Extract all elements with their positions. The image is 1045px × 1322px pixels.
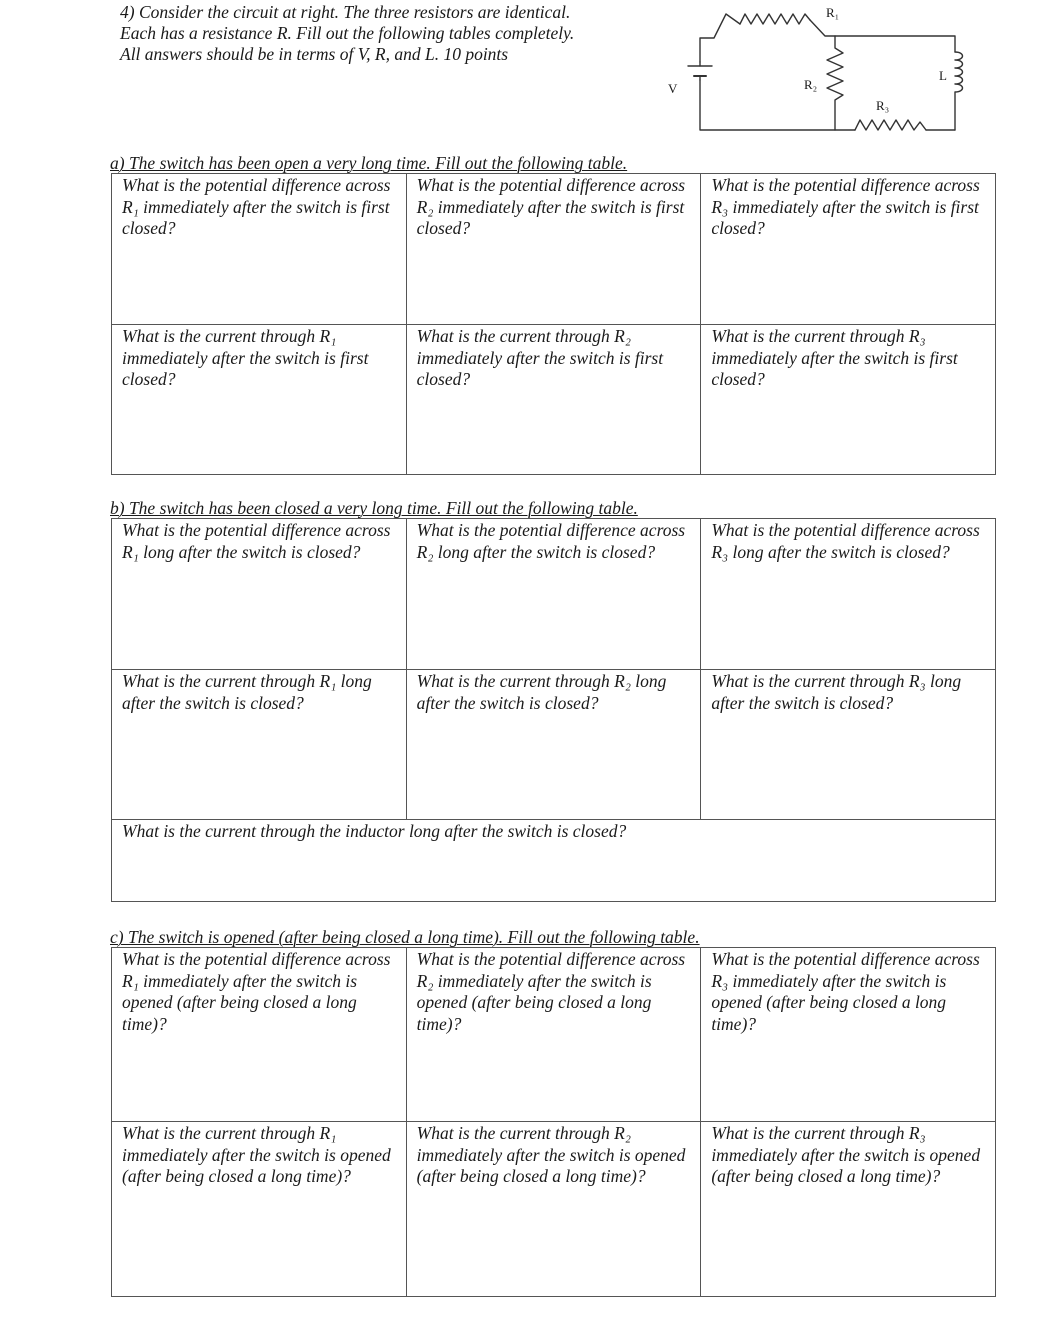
answer-cell[interactable] [701,670,996,820]
question-text: What is the potential difference across R₃ immediately after the switch is opened (after being closed a long time)? [711,949,980,1034]
part-b-title: b) The switch has been closed a very long time. Fill out the following table. [110,498,638,518]
answer-cell[interactable] [406,519,701,670]
label-r3: R₃ [876,98,890,113]
resistor-r2 [827,36,843,130]
problem-intro [120,2,660,65]
question-text: What is the current through R₁ long after the switch is closed? [122,671,372,713]
answer-cell[interactable] [406,1122,701,1297]
answer-cell[interactable] [701,1122,996,1297]
answer-cell[interactable] [701,948,996,1122]
question-text: What is the current through R₂ immediately after the switch is opened (after being closed a long time)? [416,1123,686,1186]
answer-cell[interactable] [701,174,996,325]
answer-cell[interactable] [112,174,407,325]
part-a-table [111,173,996,475]
part-b-table [111,518,996,902]
answer-cell[interactable] [112,325,407,475]
inductor-l [955,52,963,130]
question-text: What is the current through R₃ long after the switch is closed? [711,671,962,713]
question-text: What is the current through R₂ long after the switch is closed? [416,671,667,713]
intro-line-1: 4) Consider the circuit at right. The three resistors are identical. [120,2,571,22]
intro-line-2: Each has a resistance R. Fill out the following tables completely. [120,23,575,43]
wire-top-right [810,20,955,52]
question-text: What is the current through R₁ immediately after the switch is first closed? [122,326,369,389]
circuit-diagram [660,0,980,140]
question-text: What is the current through R₁ immediately after the switch is opened (after being closed a long time)? [122,1123,391,1186]
question-text: What is the potential difference across R₃ long after the switch is closed? [711,520,980,562]
question-text: What is the current through R₂ immediately after the switch is first closed? [416,326,664,389]
answer-cell[interactable] [112,670,407,820]
question-text: What is the potential difference across R₂ long after the switch is closed? [416,520,686,562]
answer-cell[interactable] [112,1122,407,1297]
question-text: What is the potential difference across R₁ immediately after the switch is first closed? [122,175,391,238]
wire-top-left [700,14,740,62]
question-text: What is the current through R₃ immediately after the switch is first closed? [711,326,958,389]
inductor-answer-cell[interactable] [112,820,996,902]
answer-cell[interactable] [406,174,701,325]
answer-cell[interactable] [112,948,407,1122]
intro-line-3: All answers should be in terms of V, R, and L. 10 points [120,44,509,64]
label-v: V [668,81,678,96]
question-text: What is the potential difference across R₂ immediately after the switch is opened (after being closed a long time)? [416,949,686,1034]
resistor-r1 [740,14,810,24]
resistor-r3 [855,120,926,130]
label-r1: R₁ [826,5,840,20]
answer-cell[interactable] [701,325,996,475]
question-text: What is the potential difference across R₃ immediately after the switch is first closed? [711,175,980,238]
answer-cell[interactable] [406,325,701,475]
part-a-title: a) The switch has been open a very long time. Fill out the following table. [110,153,628,173]
question-text: What is the current through R₃ immediately after the switch is opened (after being closed a long time)? [711,1123,981,1186]
inductor-question-text: What is the current through the inductor long after the switch is closed? [122,821,627,841]
answer-cell[interactable] [406,948,701,1122]
part-c-title: c) The switch is opened (after being closed a long time). Fill out the following table. [110,927,700,947]
answer-cell[interactable] [406,670,701,820]
label-l: L [939,68,947,83]
question-text: What is the potential difference across R₁ long after the switch is closed? [122,520,391,562]
question-text: What is the potential difference across R₁ immediately after the switch is opened (after being closed a long time)? [122,949,391,1034]
label-r2: R₂ [804,77,818,92]
question-text: What is the potential difference across R₂ immediately after the switch is first closed? [416,175,686,238]
answer-cell[interactable] [112,519,407,670]
answer-cell[interactable] [701,519,996,670]
part-c-table [111,947,996,1297]
